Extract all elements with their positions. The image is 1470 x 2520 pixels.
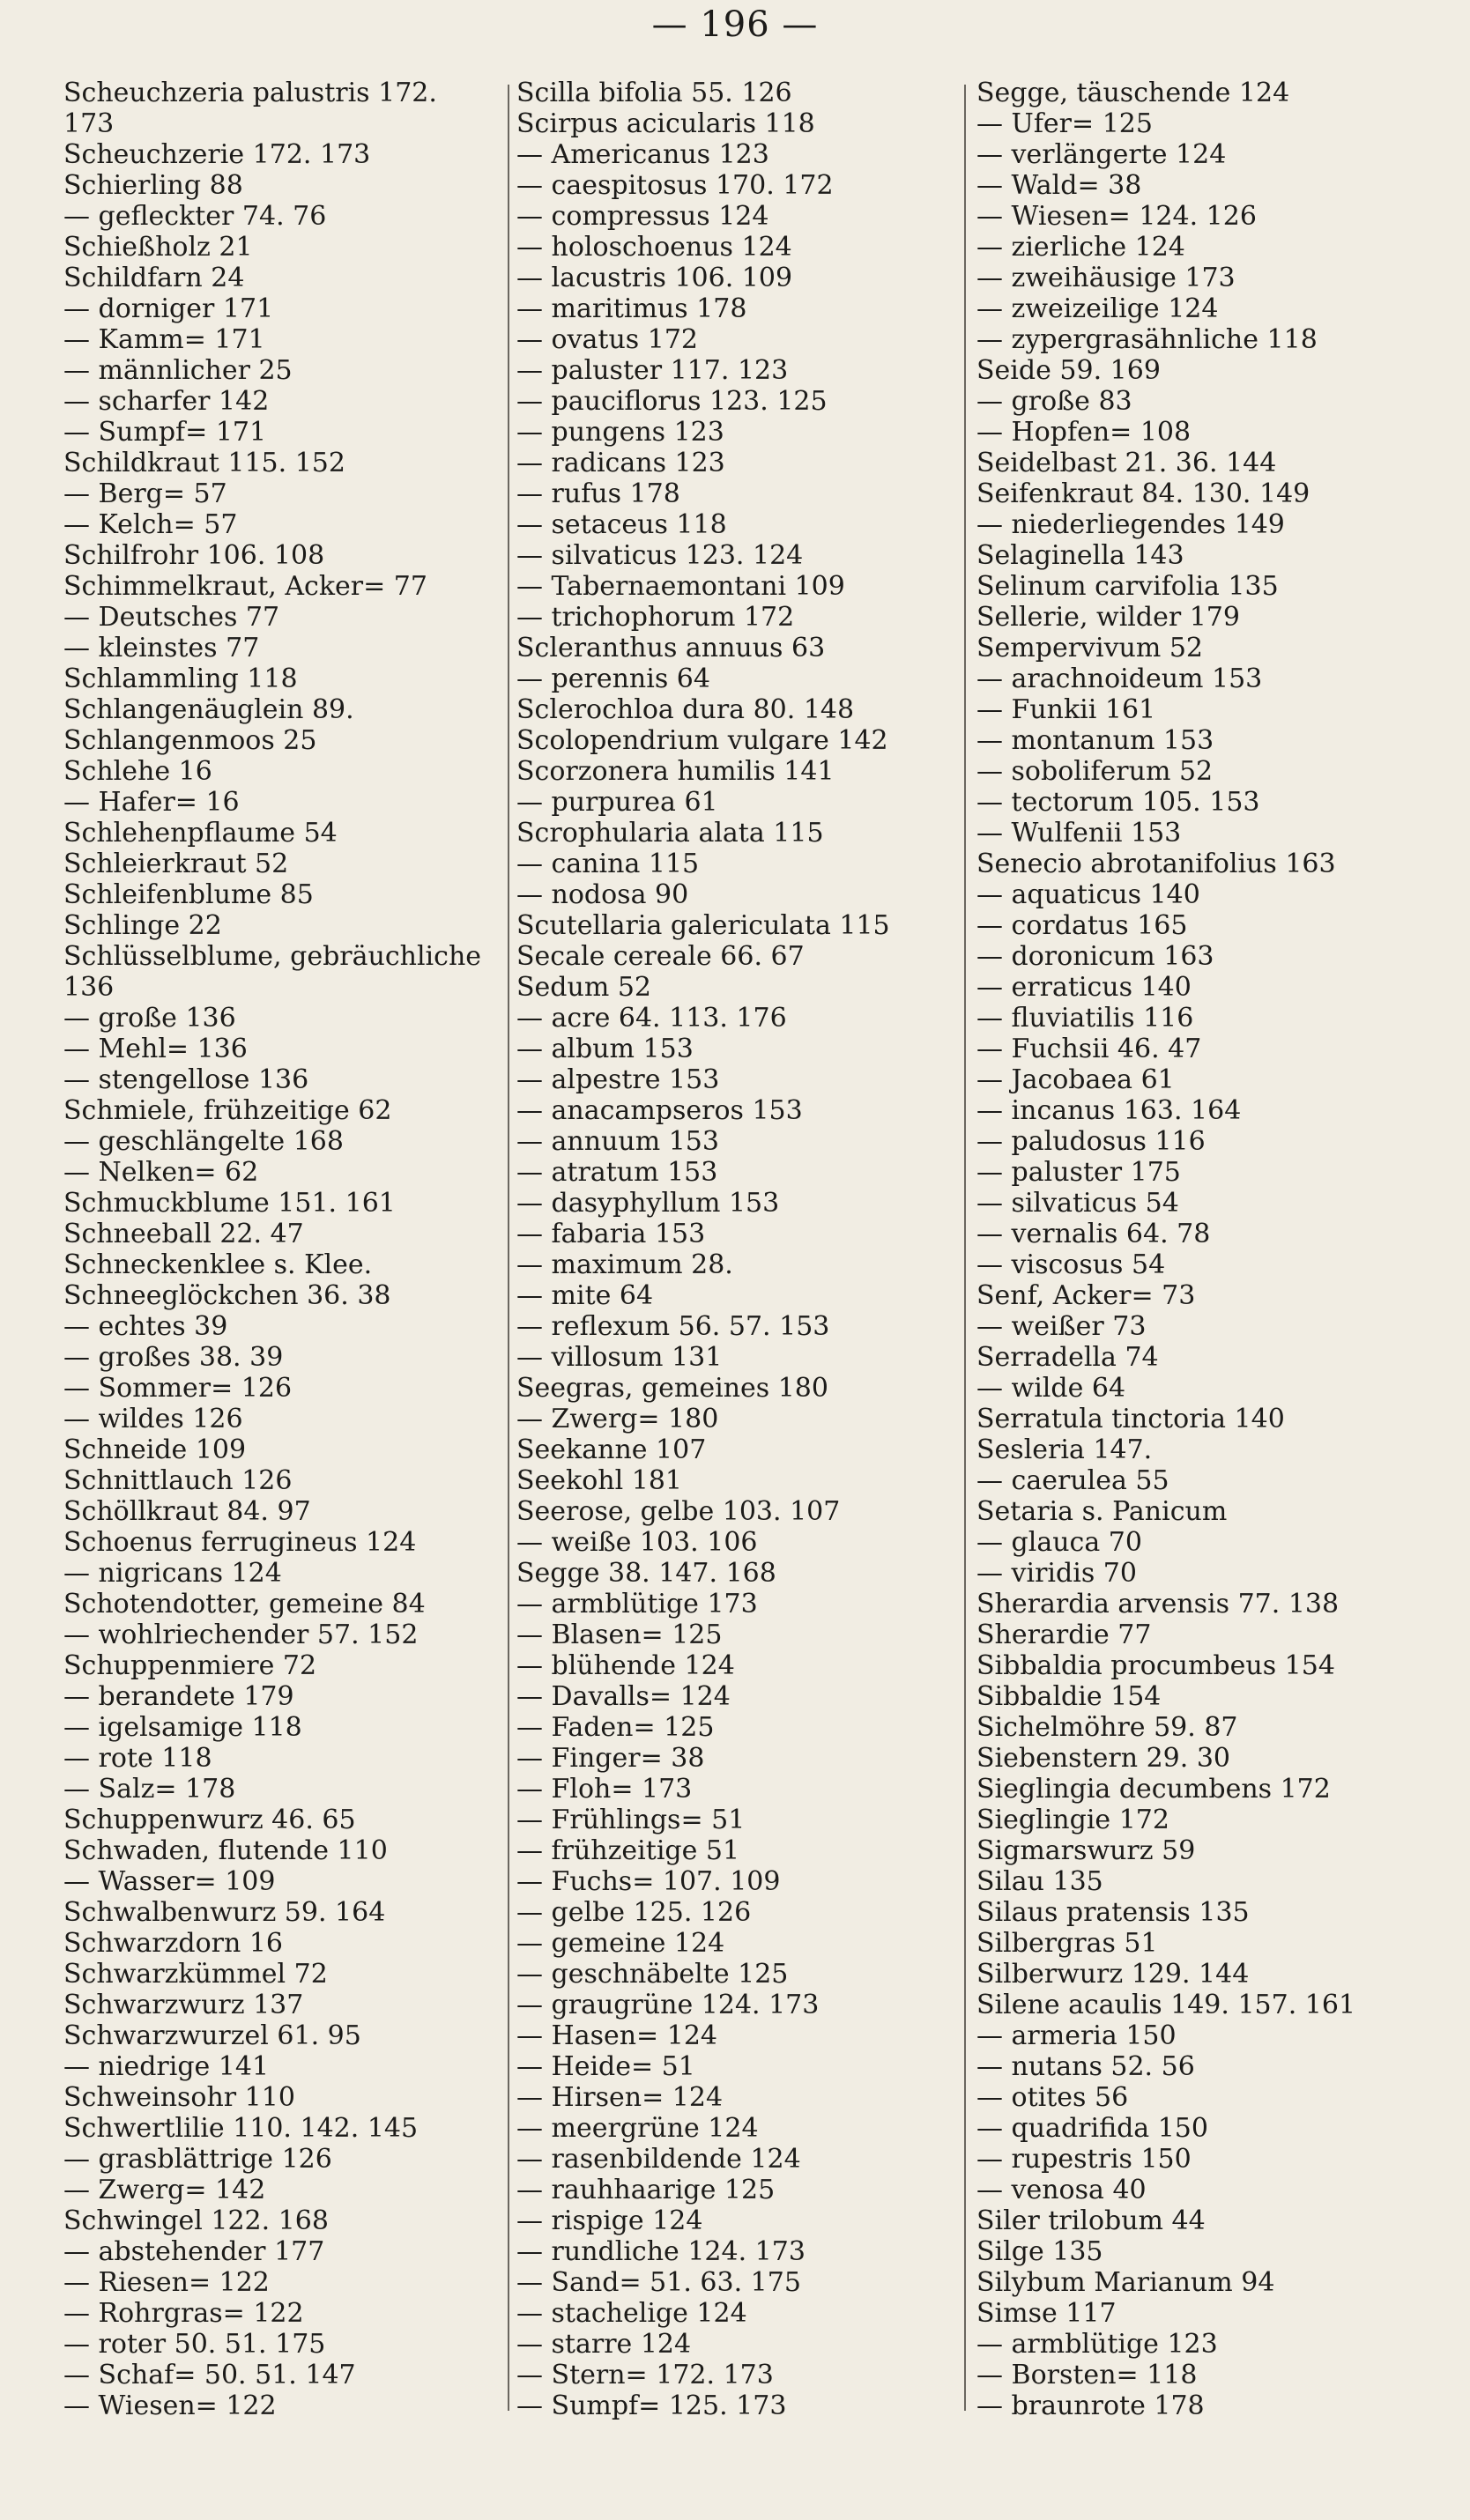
index-entry: — Heide= 51 [516, 2051, 695, 2082]
index-entry: Schöllkraut 84. 97 [63, 1496, 311, 1527]
index-entry: — arachnoideum 153 [976, 663, 1263, 694]
index-entry: Sellerie, wilder 179 [976, 602, 1240, 633]
index-entry: Schwarzwurz 137 [63, 1990, 304, 2020]
index-entry: — maritimus 178 [516, 293, 747, 324]
index-entry: — perennis 64 [516, 663, 710, 694]
index-entry: — niederliegendes 149 [976, 509, 1285, 540]
index-entry: — trichophorum 172 [516, 602, 795, 633]
index-entry: — venosa 40 [976, 2175, 1147, 2205]
index-column-2 [516, 78, 957, 2421]
index-entry: Schnittlauch 126 [63, 1465, 293, 1496]
index-entry: Schleifenblume 85 [63, 879, 314, 910]
index-entry: — acre 64. 113. 176 [516, 1003, 787, 1034]
index-entry: Silaus pratensis 135 [976, 1897, 1250, 1928]
index-entry: Segge 38. 147. 168 [516, 1558, 776, 1589]
index-entry: — viscosus 54 [976, 1249, 1166, 1280]
index-entry: Schneckenklee s. Klee. [63, 1249, 373, 1280]
index-entry: Serratula tinctoria 140 [976, 1404, 1285, 1434]
index-column-1 [63, 78, 504, 2421]
index-entry: — pauciflorus 123. 125 [516, 386, 828, 417]
index-entry: — Finger= 38 [516, 1743, 705, 1774]
index-entry: — rauhhaarige 125 [516, 2175, 776, 2205]
index-entry: Schwingel 122. 168 [63, 2205, 329, 2236]
index-entry: — erraticus 140 [976, 972, 1192, 1003]
index-entry: Scolopendrium vulgare 142 [516, 725, 888, 756]
index-entry: Senf, Acker= 73 [976, 1280, 1196, 1311]
index-entry: — igelsamige 118 [63, 1712, 302, 1743]
index-entry: Schotendotter, gemeine 84 [63, 1589, 426, 1619]
index-entry: — alpestre 153 [516, 1064, 720, 1095]
index-entry: — Stern= 172. 173 [516, 2360, 774, 2390]
index-entry: Schildkraut 115. 152 [63, 448, 345, 478]
index-entry: — Nelken= 62 [63, 1157, 259, 1188]
index-entry: Sibbaldie 154 [976, 1681, 1162, 1712]
index-entry: — ovatus 172 [516, 324, 699, 355]
index-entry: Silge 135 [976, 2236, 1103, 2267]
index-entry: — männlicher 25 [63, 355, 293, 386]
index-entry: Seegras, gemeines 180 [516, 1373, 828, 1404]
index-entry: — nigricans 124 [63, 1558, 282, 1589]
index-entry: — Sand= 51. 63. 175 [516, 2267, 801, 2298]
index-entry: — tectorum 105. 153 [976, 787, 1260, 818]
index-entry: Schildfarn 24 [63, 263, 245, 293]
index-entry: — rote 118 [63, 1743, 212, 1774]
index-entry: — wildes 126 [63, 1404, 243, 1434]
index-entry: — atratum 153 [516, 1157, 718, 1188]
index-entry: — roter 50. 51. 175 [63, 2329, 326, 2360]
index-entry: Schweinsohr 110 [63, 2082, 295, 2113]
index-entry: — Zwerg= 180 [516, 1404, 719, 1434]
index-entry: Simse 117 [976, 2298, 1117, 2329]
index-entry: 136 [63, 972, 115, 1003]
index-entry: — Hopfen= 108 [976, 417, 1192, 448]
index-entry: — fabaria 153 [516, 1219, 706, 1249]
index-entry: Siler trilobum 44 [976, 2205, 1206, 2236]
index-entry: Schneeball 22. 47 [63, 1219, 304, 1249]
index-entry: Selinum carvifolia 135 [976, 571, 1279, 602]
index-entry: — canina 115 [516, 849, 700, 879]
index-entry: Schwalbenwurz 59. 164 [63, 1897, 386, 1928]
index-entry: — große 136 [63, 1003, 236, 1034]
index-entry: Schießholz 21 [63, 232, 253, 263]
index-entry: Sieglingie 172 [976, 1805, 1169, 1835]
index-entry: Seekanne 107 [516, 1434, 707, 1465]
index-entry: — reflexum 56. 57. 153 [516, 1311, 830, 1342]
index-entry: — dasyphyllum 153 [516, 1188, 780, 1219]
index-entry: — scharfer 142 [63, 386, 270, 417]
index-entry: Scilla bifolia 55. 126 [516, 78, 792, 108]
index-entry: — weiße 103. 106 [516, 1527, 758, 1558]
index-entry: — cordatus 165 [976, 910, 1188, 941]
index-entry: — berandete 179 [63, 1681, 294, 1712]
index-entry: Silberwurz 129. 144 [976, 1959, 1250, 1990]
index-entry: Segge, täuschende 124 [976, 78, 1290, 108]
index-entry: Schuppenmiere 72 [63, 1650, 317, 1681]
index-entry: — Hafer= 16 [63, 787, 240, 818]
index-entry: — caespitosus 170. 172 [516, 170, 834, 201]
index-entry: Sesleria 147. [976, 1434, 1153, 1465]
index-entry: — rasenbildende 124 [516, 2144, 801, 2175]
index-entry: Schneide 109 [63, 1434, 247, 1465]
index-entry: — fluviatilis 116 [976, 1003, 1194, 1034]
index-entry: — album 153 [516, 1034, 694, 1064]
index-entry: — radicans 123 [516, 448, 725, 478]
index-entry: — niedrige 141 [63, 2051, 270, 2082]
index-entry: — Funkii 161 [976, 694, 1156, 725]
index-entry: — wilde 64 [976, 1373, 1126, 1404]
index-entry: — Blasen= 125 [516, 1619, 723, 1650]
index-entry: Secale cereale 66. 67 [516, 941, 805, 972]
index-entry: — Sumpf= 125. 173 [516, 2390, 787, 2421]
index-entry: Schierling 88 [63, 170, 243, 201]
index-entry: — Rohrgras= 122 [63, 2298, 304, 2329]
index-entry: — Hirsen= 124 [516, 2082, 724, 2113]
index-entry: — weißer 73 [976, 1311, 1147, 1342]
index-entry: Sichelmöhre 59. 87 [976, 1712, 1238, 1743]
index-entry: — stengellose 136 [63, 1064, 309, 1095]
index-entry: Scrophularia alata 115 [516, 818, 824, 849]
index-entry: Silau 135 [976, 1866, 1103, 1897]
index-entry: Schwertlilie 110. 142. 145 [63, 2113, 419, 2144]
index-entry: — Frühlings= 51 [516, 1805, 746, 1835]
index-entry: — Borsten= 118 [976, 2360, 1198, 2390]
index-entry: — große 83 [976, 386, 1132, 417]
index-entry: — Wiesen= 124. 126 [976, 201, 1257, 232]
index-entry: Seifenkraut 84. 130. 149 [976, 478, 1310, 509]
index-entry: — Mehl= 136 [63, 1034, 248, 1064]
index-entry: — graugrüne 124. 173 [516, 1990, 820, 2020]
index-entry: — starre 124 [516, 2329, 692, 2360]
index-entry: — Hasen= 124 [516, 2020, 717, 2051]
index-entry: — Sommer= 126 [63, 1373, 293, 1404]
index-entry: — nodosa 90 [516, 879, 689, 910]
index-entry: — wohlriechender 57. 152 [63, 1619, 419, 1650]
index-entry: — pungens 123 [516, 417, 724, 448]
index-entry: — rufus 178 [516, 478, 680, 509]
index-entry: — Floh= 173 [516, 1774, 693, 1805]
index-entry: — geschnäbelte 125 [516, 1959, 789, 1990]
index-entry: — zypergrasähnliche 118 [976, 324, 1318, 355]
index-entry: — setaceus 118 [516, 509, 727, 540]
index-entry: — kleinstes 77 [63, 633, 260, 663]
index-entry: — vernalis 64. 78 [976, 1219, 1211, 1249]
index-entry: Seidelbast 21. 36. 144 [976, 448, 1277, 478]
index-entry: Sherardie 77 [976, 1619, 1152, 1650]
index-entry: — Ufer= 125 [976, 108, 1153, 139]
index-entry: — zweihäusige 173 [976, 263, 1236, 293]
index-entry: — meergrüne 124 [516, 2113, 759, 2144]
index-entry: Schleierkraut 52 [63, 849, 289, 879]
index-entry: Sieglingia decumbens 172 [976, 1774, 1331, 1805]
index-entry: — Wald= 38 [976, 170, 1142, 201]
index-entry: — paluster 117. 123 [516, 355, 789, 386]
index-entry: — Riesen= 122 [63, 2267, 270, 2298]
index-entry: — Fuchsii 46. 47 [976, 1034, 1202, 1064]
index-entry: — armblütige 173 [516, 1589, 758, 1619]
index-entry: Setaria s. Panicum [976, 1496, 1228, 1527]
index-entry: Silbergras 51 [976, 1928, 1158, 1959]
column-divider-right [964, 85, 966, 2411]
index-entry: Selaginella 143 [976, 540, 1184, 571]
index-entry: Schoenus ferrugineus 124 [63, 1527, 417, 1558]
index-entry: — rundliche 124. 173 [516, 2236, 806, 2267]
index-entry: Schlinge 22 [63, 910, 222, 941]
index-entry: — großes 38. 39 [63, 1342, 284, 1373]
index-entry: Seerose, gelbe 103. 107 [516, 1496, 841, 1527]
index-entry: — Davalls= 124 [516, 1681, 731, 1712]
index-entry: Schuppenwurz 46. 65 [63, 1805, 356, 1835]
index-entry: — Tabernaemontani 109 [516, 571, 845, 602]
index-entry: — zweizeilige 124 [976, 293, 1219, 324]
index-entry: Scorzonera humilis 141 [516, 756, 835, 787]
index-entry: Sedum 52 [516, 972, 651, 1003]
index-column-3 [976, 78, 1452, 2421]
index-entry: Schmuckblume 151. 161 [63, 1188, 396, 1219]
index-entry: — montanum 153 [976, 725, 1214, 756]
index-entry: Senecio abrotanifolius 163 [976, 849, 1336, 879]
index-entry: — purpurea 61 [516, 787, 718, 818]
index-entry: Scutellaria galericulata 115 [516, 910, 890, 941]
index-entry: — armeria 150 [976, 2020, 1177, 2051]
index-entry: — Jacobaea 61 [976, 1064, 1175, 1095]
index-entry: Sibbaldia procumbeus 154 [976, 1650, 1335, 1681]
index-entry: Schlüsselblume, gebräuchliche [63, 941, 482, 972]
index-entry: Schlangenmoos 25 [63, 725, 317, 756]
index-entry: — viridis 70 [976, 1558, 1137, 1589]
index-entry: — rupestris 150 [976, 2144, 1192, 2175]
index-entry: Silene acaulis 149. 157. 161 [976, 1990, 1356, 2020]
index-entry: — gelbe 125. 126 [516, 1897, 752, 1928]
index-entry: Siebenstern 29. 30 [976, 1743, 1231, 1774]
index-entry: Schlangenäuglein 89. [63, 694, 354, 725]
index-entry: — annuum 153 [516, 1126, 719, 1157]
index-entry: — rispige 124 [516, 2205, 703, 2236]
index-entry: — holoschoenus 124 [516, 232, 792, 263]
index-entry: — gemeine 124 [516, 1928, 725, 1959]
index-entry: — Sumpf= 171 [63, 417, 267, 448]
index-entry: — glauca 70 [976, 1527, 1142, 1558]
index-entry: Sempervivum 52 [976, 633, 1204, 663]
index-entry: — Schaf= 50. 51. 147 [63, 2360, 356, 2390]
index-entry: Scirpus acicularis 118 [516, 108, 815, 139]
index-entry: Schwarzdorn 16 [63, 1928, 284, 1959]
index-entry: — villosum 131 [516, 1342, 723, 1373]
index-entry: Silybum Marianum 94 [976, 2267, 1275, 2298]
index-entry: — abstehender 177 [63, 2236, 325, 2267]
index-entry: Schlammling 118 [63, 663, 298, 694]
index-entry: — zierliche 124 [976, 232, 1185, 263]
index-entry: Scheuchzeria palustris 172. [63, 78, 437, 108]
index-entry: — quadrifida 150 [976, 2113, 1208, 2144]
index-entry: — dorniger 171 [63, 293, 274, 324]
index-entry: Schneeglöckchen 36. 38 [63, 1280, 391, 1311]
index-entry: — stachelige 124 [516, 2298, 747, 2329]
index-entry: — echtes 39 [63, 1311, 228, 1342]
index-entry: — otites 56 [976, 2082, 1129, 2113]
index-entry: — Wulfenii 153 [976, 818, 1182, 849]
index-entry: Schilfrohr 106. 108 [63, 540, 325, 571]
index-entry: Seide 59. 169 [976, 355, 1161, 386]
index-entry: — braunrote 178 [976, 2390, 1205, 2421]
index-entry: — gefleckter 74. 76 [63, 201, 327, 232]
index-entry: — Kamm= 171 [63, 324, 265, 355]
index-entry: — Wiesen= 122 [63, 2390, 277, 2421]
index-entry: Schlehe 16 [63, 756, 212, 787]
index-entry: — frühzeitige 51 [516, 1835, 740, 1866]
index-entry: Sclerochloa dura 80. 148 [516, 694, 855, 725]
index-entry: Sigmarswurz 59 [976, 1835, 1196, 1866]
index-entry: Schwaden, flutende 110 [63, 1835, 388, 1866]
page-number: — 196 — [651, 4, 819, 45]
column-divider-left [508, 85, 509, 2411]
index-entry: — Deutsches 77 [63, 602, 280, 633]
index-entry: — caerulea 55 [976, 1465, 1169, 1496]
index-entry: Sherardia arvensis 77. 138 [976, 1589, 1340, 1619]
index-entry: — maximum 28. [516, 1249, 733, 1280]
index-entry: Seekohl 181 [516, 1465, 683, 1496]
index-entry: — silvaticus 54 [976, 1188, 1179, 1219]
index-entry: — geschlängelte 168 [63, 1126, 344, 1157]
index-entry: — aquaticus 140 [976, 879, 1200, 910]
index-entry: — nutans 52. 56 [976, 2051, 1195, 2082]
index-entry: Scheuchzerie 172. 173 [63, 139, 371, 170]
index-entry: Schmiele, frühzeitige 62 [63, 1095, 392, 1126]
index-entry: — silvaticus 123. 124 [516, 540, 804, 571]
index-entry: — mite 64 [516, 1280, 654, 1311]
index-entry: — anacampseros 153 [516, 1095, 803, 1126]
index-entry: — armblütige 123 [976, 2329, 1218, 2360]
index-entry: — incanus 163. 164 [976, 1095, 1242, 1126]
index-entry: 173 [63, 108, 115, 139]
index-entry: Schlehenpflaume 54 [63, 818, 338, 849]
index-entry: — lacustris 106. 109 [516, 263, 793, 293]
index-entry: — doronicum 163 [976, 941, 1214, 972]
index-entry: — Wasser= 109 [63, 1866, 276, 1897]
index-entry: — Berg= 57 [63, 478, 227, 509]
index-entry: Schwarzwurzel 61. 95 [63, 2020, 361, 2051]
index-entry: — paludosus 116 [976, 1126, 1206, 1157]
index-entry: — Faden= 125 [516, 1712, 715, 1743]
index-entry: — paluster 175 [976, 1157, 1181, 1188]
index-entry: — blühende 124 [516, 1650, 735, 1681]
index-entry: — Fuchs= 107. 109 [516, 1866, 781, 1897]
index-entry: — Zwerg= 142 [63, 2175, 266, 2205]
index-entry: — verlängerte 124 [976, 139, 1227, 170]
index-entry: — compressus 124 [516, 201, 769, 232]
index-entry: Schimmelkraut, Acker= 77 [63, 571, 427, 602]
index-entry: — soboliferum 52 [976, 756, 1214, 787]
index-entry: — Salz= 178 [63, 1774, 236, 1805]
index-entry: — Americanus 123 [516, 139, 769, 170]
index-entry: — Kelch= 57 [63, 509, 238, 540]
index-entry: — grasblättrige 126 [63, 2144, 332, 2175]
index-entry: Serradella 74 [976, 1342, 1159, 1373]
index-entry: Schwarzkümmel 72 [63, 1959, 328, 1990]
index-entry: Scleranthus annuus 63 [516, 633, 826, 663]
